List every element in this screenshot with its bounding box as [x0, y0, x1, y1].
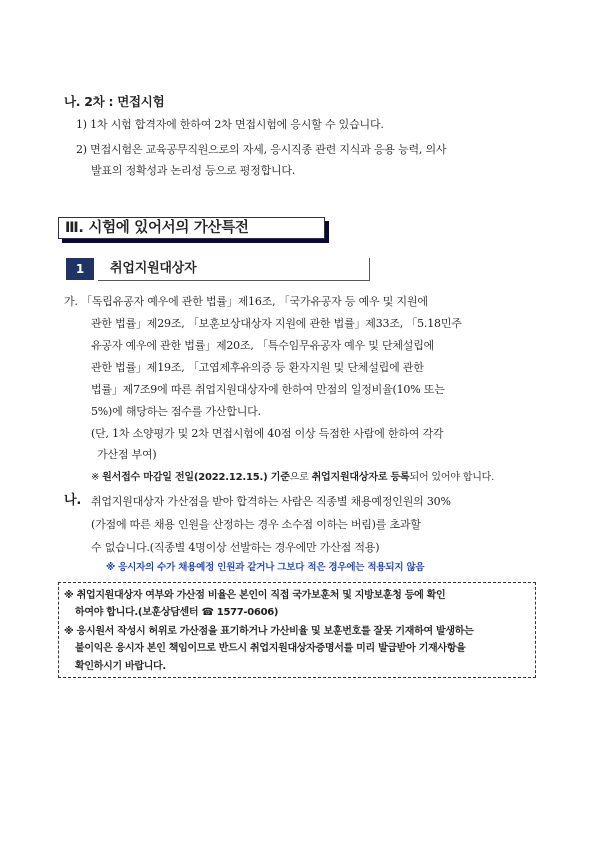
subsection-title: 취업지원대상자 — [110, 261, 197, 276]
notice-box — [58, 582, 536, 678]
subsection-number: 1 — [66, 258, 94, 280]
ga-note-deadline: 원서접수 마감일 전일(2022.12.15.) 기준 — [102, 472, 290, 483]
notice-line-4: 불이익은 응시자 본인 책임이므로 반드시 취업지원대상자증명서를 미리 발급받아 기재사항을 — [75, 643, 466, 654]
ga-note-mid: 으로 — [289, 472, 312, 483]
ga-note-tail: 되어 있어야 합니다. — [409, 472, 495, 483]
na2-note: ※ 응시자의 수가 채용예정 인원과 같거나 그보다 적은 경우에는 적용되지 않음 — [106, 562, 425, 573]
interview-item-2-cont: 발표의 정확성과 논리성 등으로 평정합니다. — [91, 164, 296, 177]
ga-note — [91, 467, 494, 488]
notice-line-3: ※ 응시원서 작성시 허위로 가산점을 표기하거나 가산비율 및 보훈번호를 잘못 기재하여 발생하는 — [64, 626, 474, 637]
ga-line-8: 가산점 부여) — [97, 448, 157, 461]
na2-line-2: (가점에 따른 채용 인원을 산정하는 경우 소수점 이하는 버림)를 초과할 — [91, 518, 421, 531]
notice-line-1: ※ 취업지원대상자 여부와 가산점 비율은 본인이 직접 국가보훈처 및 지방보훈청 등에 확인 — [64, 590, 446, 601]
interview-item-1: 1) 1차 시험 합격자에 한하여 2차 면접시험에 응시할 수 있습니다. — [76, 118, 384, 131]
na2-line-3: 수 없습니다.(직종별 4명이상 선발하는 경우에만 가산점 적용) — [91, 541, 380, 554]
ga-line-5: 법률」제7조9에 따른 취업지원대상자에 한하여 만점의 일정비율(10% 또는 — [91, 383, 445, 396]
subsection-underline — [98, 280, 370, 281]
ga-line-1: 가. 「독립유공자 예우에 관한 법률」제16조, 「국가유공자 등 예우 및 지원에 — [64, 295, 428, 308]
ga-note-prefix: ※ — [91, 472, 103, 483]
ga-line-3: 유공자 예우에 관한 법률」제20조, 「특수임무유공자 예우 및 단체설립에 — [91, 339, 435, 352]
subsection-divider — [369, 258, 370, 281]
ga-note-registered: 취업지원대상자로 등록 — [311, 472, 410, 483]
ga-line-7: (단, 1차 소양평가 및 2차 면접시험에 40점 이상 득점한 사람에 한하여 각각 — [91, 427, 444, 440]
ga-line-6: 5%)에 해당하는 점수를 가산합니다. — [91, 405, 261, 418]
ga-line-2: 관한 법률」제29조, 「보훈보상대상자 지원에 관한 법률」제33조, 「5.18민주 — [91, 317, 462, 330]
interview-item-2: 2) 면접시험은 교육공무직원으로의 자세, 응시직종 관련 지식과 응용 능력, 의사 — [76, 143, 447, 156]
na2-line-1: 취업지원대상자 가산점을 받아 합격하는 사람은 직종별 채용예정인원의 30% — [91, 495, 451, 508]
ga-line-4: 관한 법률」제19조, 「고엽제후유의증 등 환자지원 및 단체설립에 관한 — [91, 361, 424, 374]
section-heading-interview: 나. 2차 : 면접시험 — [64, 94, 165, 109]
notice-line-5: 확인하시기 바랍니다. — [75, 661, 166, 672]
notice-line-2: 하여야 합니다.(보훈상담센터 ☎ 1577-0606) — [75, 607, 279, 618]
section-banner-title: Ⅲ. 시험에 있어서의 가산특전 — [65, 220, 249, 236]
na2-label: 나. — [64, 493, 82, 508]
section-banner-bonus — [58, 217, 325, 239]
